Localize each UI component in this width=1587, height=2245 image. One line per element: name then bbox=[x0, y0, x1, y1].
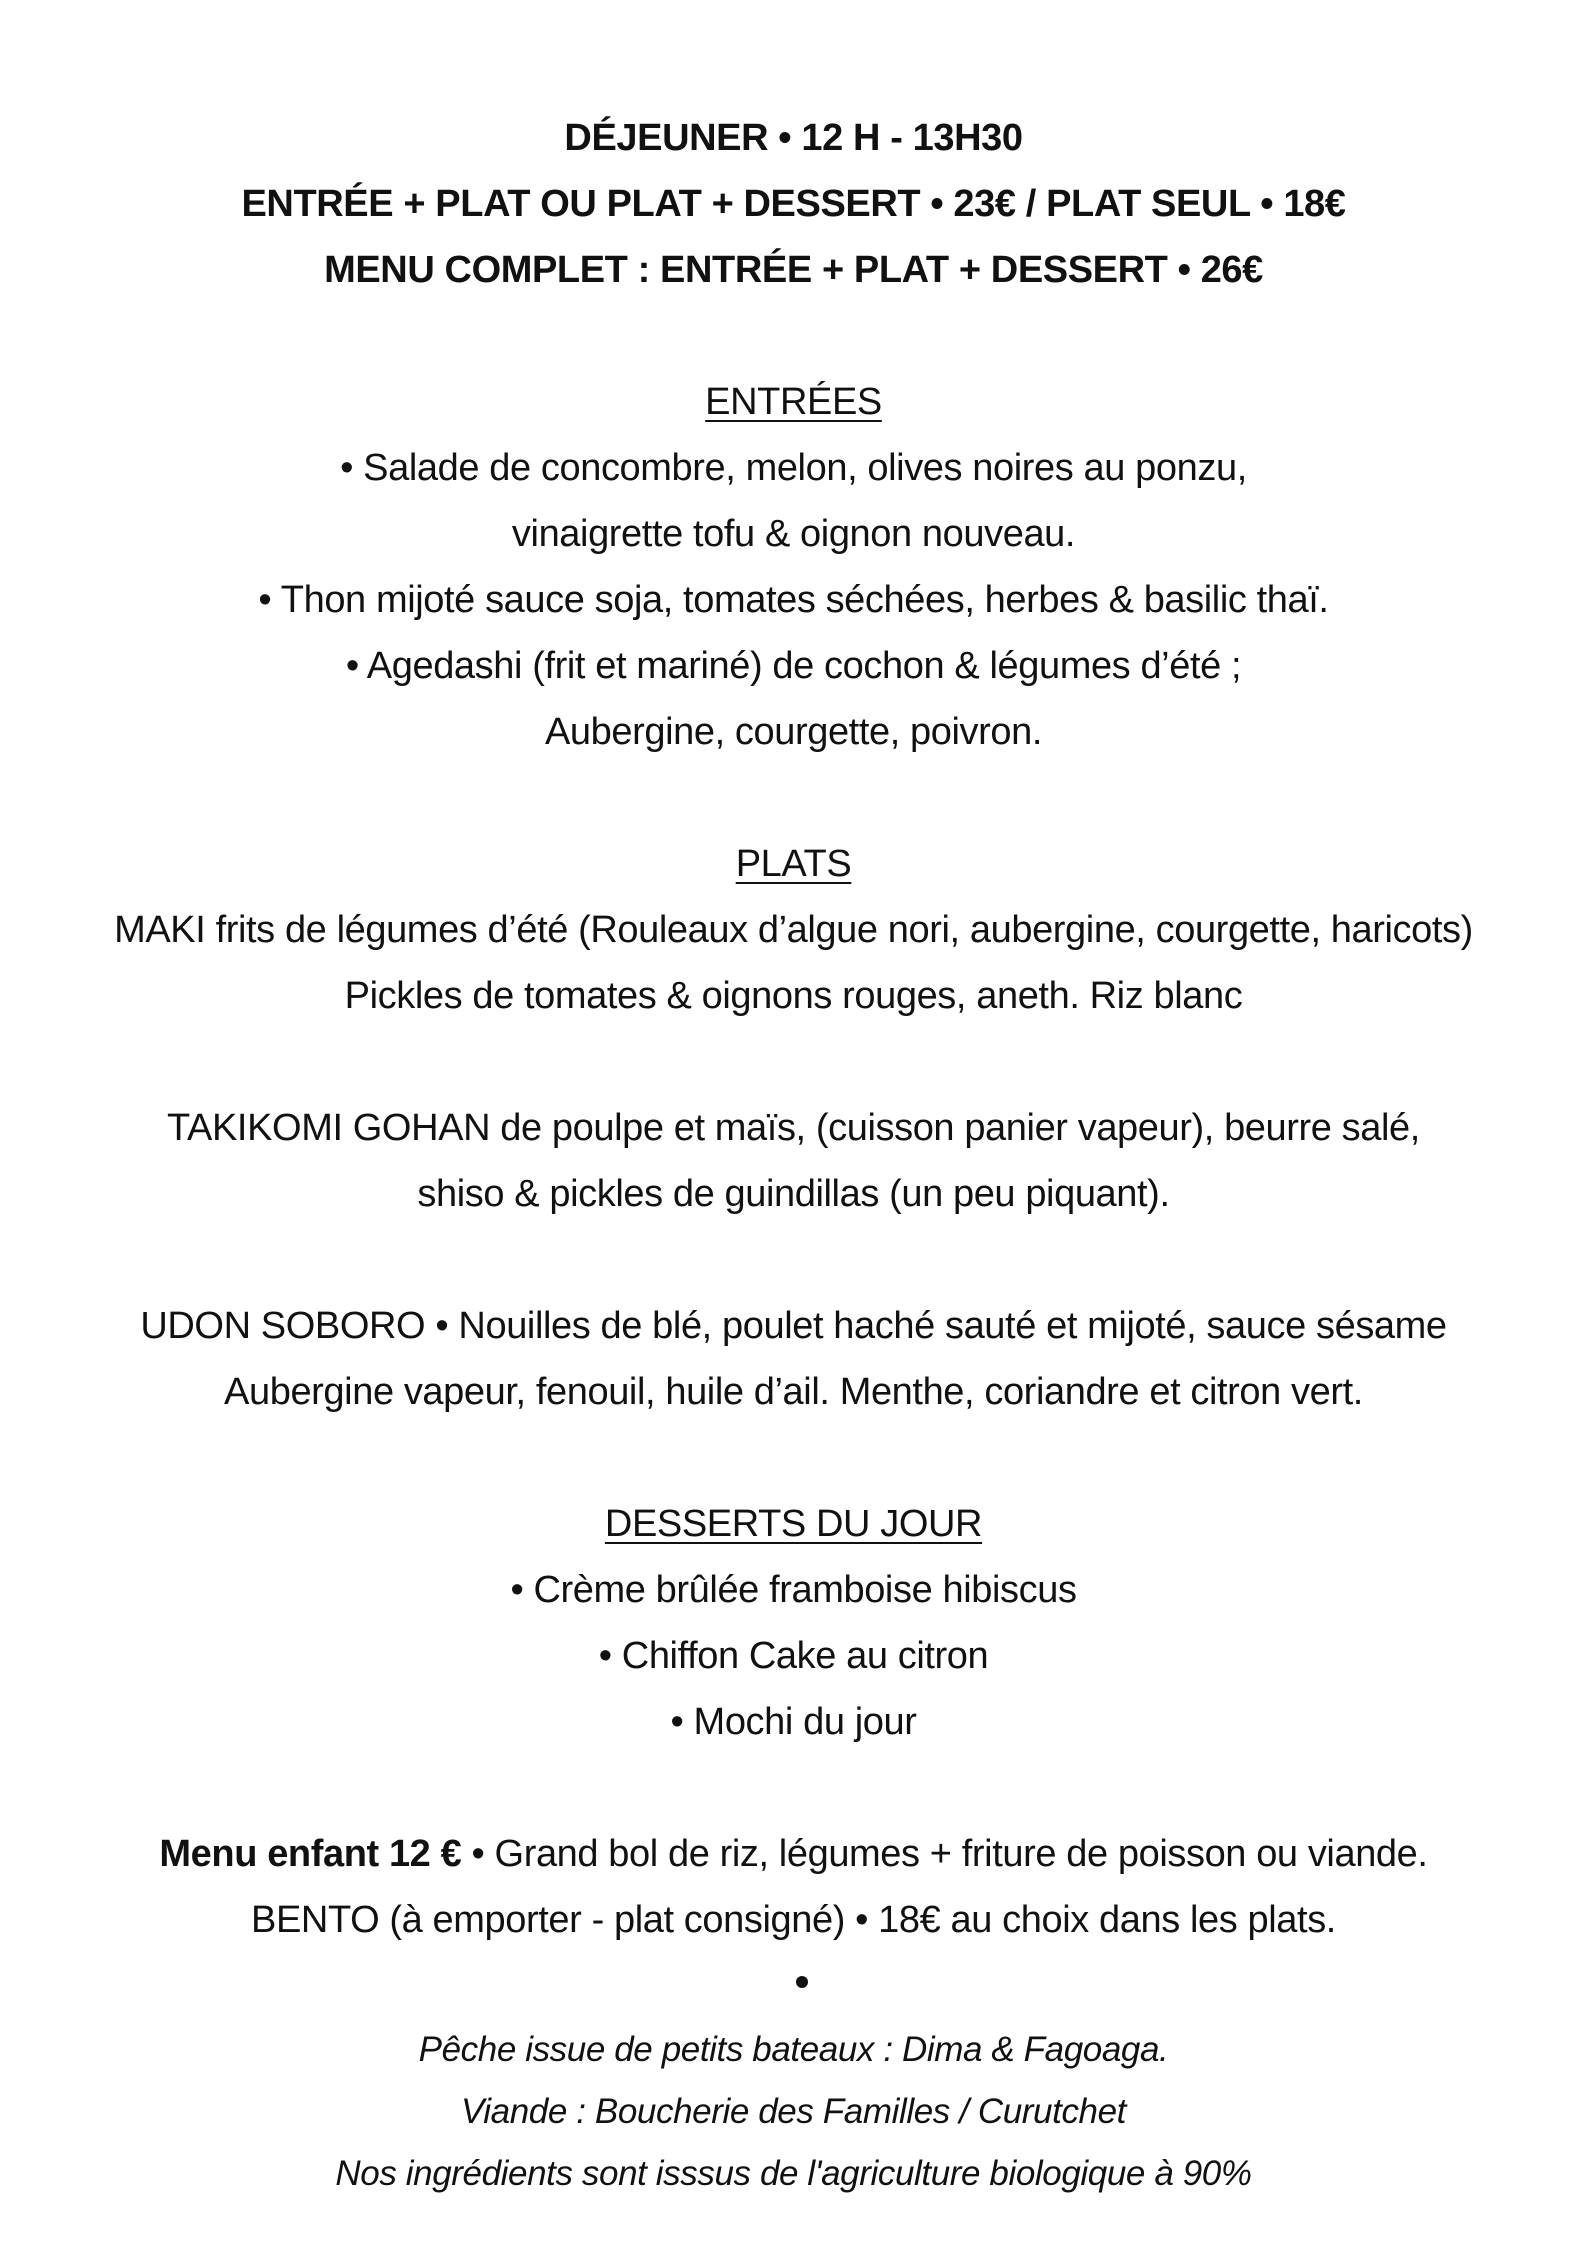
entree-item-line: • Thon mijoté sauce soja, tomates séchées, herbes & basilic thaï. bbox=[258, 579, 1329, 621]
lunch-hours-heading: DÉJEUNER • 12 H - 13H30 bbox=[564, 117, 1023, 159]
full-menu-price-heading: MENU COMPLET : ENTRÉE + PLAT + DESSERT • 26€ bbox=[324, 249, 1263, 291]
entree-item-line: • Agedashi (frit et mariné) de cochon & légumes d’été ; bbox=[345, 645, 1242, 687]
footer-note-line: Pêche issue de petits bateaux : Dima & Fagoaga. bbox=[418, 2030, 1169, 2069]
plat-item-line: Pickles de tomates & oignons rouges, aneth. Riz blanc bbox=[344, 975, 1243, 1017]
bento-line: BENTO (à emporter - plat consigné) • 18€ au choix dans les plats. bbox=[251, 1899, 1336, 1941]
desserts-section-title: DESSERTS DU JOUR bbox=[604, 1503, 983, 1545]
plats-section-title: PLATS bbox=[735, 843, 852, 885]
dessert-item-line: • Mochi du jour bbox=[670, 1701, 917, 1743]
dessert-item-line: • Crème brûlée framboise hibiscus bbox=[510, 1569, 1077, 1611]
dessert-item-line: • Chiffon Cake au citron bbox=[598, 1635, 989, 1677]
plat-item-line: shiso & pickles de guindillas (un peu piquant). bbox=[417, 1173, 1170, 1215]
kids-menu-text: • Grand bol de riz, légumes + friture de poisson ou viande. bbox=[461, 1833, 1428, 1875]
footer-note-line: Nos ingrédients sont isssus de l'agriculture biologique à 90% bbox=[335, 2154, 1252, 2193]
formula-prices-heading: ENTRÉE + PLAT OU PLAT + DESSERT • 23€ / PLAT SEUL • 18€ bbox=[241, 183, 1346, 225]
plat-item-line: Aubergine vapeur, fenouil, huile d’ail. Menthe, coriandre et citron vert. bbox=[224, 1371, 1363, 1413]
entree-item-line: vinaigrette tofu & oignon nouveau. bbox=[511, 513, 1076, 555]
footer-note-line: Viande : Boucherie des Familles / Curutchet bbox=[460, 2092, 1126, 2131]
plat-item-line: UDON SOBORO • Nouilles de blé, poulet haché sauté et mijoté, sauce sésame bbox=[140, 1305, 1447, 1347]
kids-menu-line bbox=[0, 1830, 1587, 1878]
entree-item-line: Aubergine, courgette, poivron. bbox=[544, 711, 1043, 753]
entrees-section-title: ENTRÉES bbox=[705, 381, 882, 423]
plat-item-line: MAKI frits de légumes d’été (Rouleaux d’algue nori, aubergine, courgette, haricots) bbox=[114, 909, 1473, 951]
kids-menu-label: Menu enfant 12 € bbox=[159, 1833, 462, 1875]
separator-dot bbox=[796, 1976, 808, 1988]
entree-item-line: • Salade de concombre, melon, olives noires au ponzu, bbox=[340, 447, 1247, 489]
plat-item-line: TAKIKOMI GOHAN de poulpe et maïs, (cuisson panier vapeur), beurre salé, bbox=[167, 1107, 1420, 1149]
